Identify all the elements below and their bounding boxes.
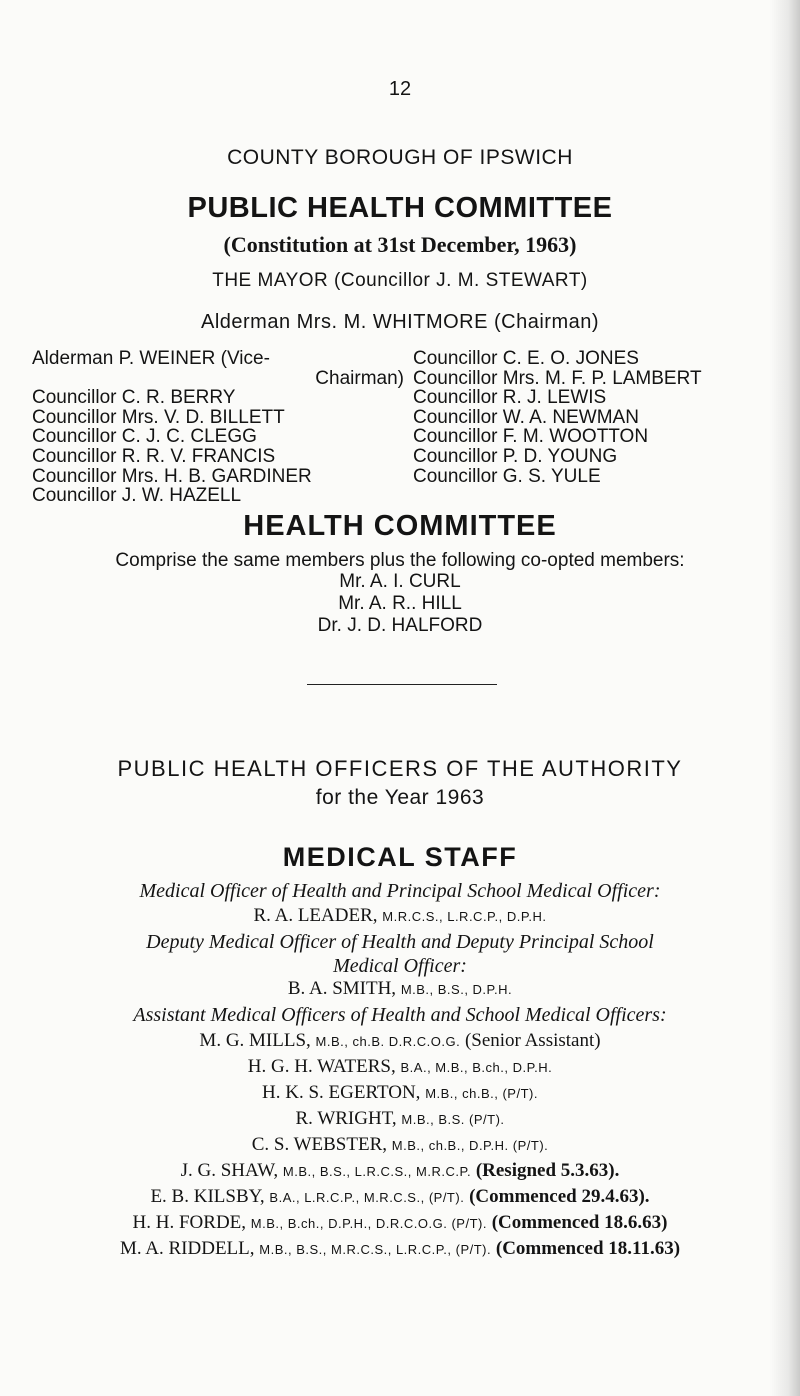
staff-name: E. B. KILSBY, — [150, 1186, 270, 1207]
staff-note: (Commenced 29.4.63). — [464, 1186, 650, 1207]
member: Councillor Mrs. M. F. P. LAMBERT — [413, 367, 702, 389]
staff-entry — [0, 1134, 800, 1156]
staff-entry — [0, 1160, 800, 1182]
staff-name: B. A. SMITH, — [287, 978, 401, 999]
member: Councillor F. M. WOOTTON — [413, 426, 649, 448]
staff-qualifications: M.B., B.S., M.R.C.S., L.R.C.P., (P/T). — [259, 1242, 492, 1257]
staff-qualifications: M.B., B.S., L.R.C.S., M.R.C.P. — [282, 1164, 472, 1179]
coopted-member: Mr. A. I. CURL — [339, 571, 461, 592]
staff-entry — [0, 1212, 800, 1234]
staff-name: M. G. MILLS, — [199, 1030, 316, 1051]
member: Councillor R. R. V. FRANCIS — [32, 445, 276, 467]
member: Councillor Mrs. V. D. BILLETT — [32, 406, 285, 428]
staff-name: J. G. SHAW, — [180, 1160, 283, 1181]
medical-staff-title: MEDICAL STAFF — [282, 842, 518, 872]
role-heading: Assistant Medical Officers of Health and School Medical Officers: — [133, 1004, 667, 1026]
member: Councillor R. J. LEWIS — [413, 387, 607, 409]
mayor-line: THE MAYOR (Councillor J. M. STEWART) — [212, 270, 588, 291]
comprise-line: Comprise the same members plus the following co-opted members: — [115, 550, 685, 571]
staff-note: (Senior Assistant) — [460, 1030, 601, 1051]
members-right-column — [413, 349, 793, 486]
member: Councillor P. D. YOUNG — [413, 445, 618, 467]
coopted-member: Dr. J. D. HALFORD — [317, 615, 483, 636]
member: Councillor C. R. BERRY — [32, 387, 236, 409]
staff-note: (Commenced 18.11.63) — [491, 1238, 681, 1259]
staff-qualifications: M.B., ch.B., D.P.H. (P/T). — [391, 1138, 549, 1153]
staff-qualifications: M.B., ch.B., (P/T). — [425, 1086, 538, 1101]
staff-entry — [0, 1108, 800, 1130]
member: Chairman) — [315, 367, 404, 389]
staff-name: H. G. H. WATERS, — [247, 1056, 401, 1077]
staff-entry — [0, 1056, 800, 1078]
member: Councillor G. S. YULE — [413, 465, 601, 487]
staff-name: R. WRIGHT, — [295, 1108, 402, 1129]
staff-entry — [0, 1030, 800, 1052]
coopted-member: Mr. A. R.. HILL — [338, 593, 462, 614]
member: Councillor J. W. HAZELL — [32, 485, 242, 507]
member: Councillor Mrs. H. B. GARDINER — [32, 465, 312, 487]
staff-entry — [0, 1186, 800, 1208]
staff-note: (Commenced 18.6.63) — [486, 1212, 668, 1233]
members-left-column — [32, 349, 402, 506]
staff-name: M. A. RIDDELL, — [119, 1238, 260, 1259]
staff-entry — [0, 1082, 800, 1104]
staff-name: C. S. WEBSTER, — [251, 1134, 392, 1155]
section-divider — [307, 684, 497, 685]
staff-entry — [0, 905, 800, 927]
member: Alderman P. WEINER (Vice- — [32, 348, 270, 369]
staff-name: R. A. LEADER, — [253, 905, 383, 926]
officers-heading: PUBLIC HEALTH OFFICERS OF THE AUTHORITY — [117, 756, 683, 781]
page-number: 12 — [388, 78, 412, 100]
staff-qualifications: M.B., B.ch., D.P.H., D.R.C.O.G. (P/T). — [250, 1216, 487, 1231]
staff-qualifications: B.A., L.R.C.P., M.R.C.S., (P/T). — [269, 1190, 465, 1205]
chairman-line: Alderman Mrs. M. WHITMORE (Chairman) — [200, 311, 600, 333]
staff-qualifications: M.B., ch.B. D.R.C.O.G. — [315, 1034, 461, 1049]
staff-qualifications: B.A., M.B., B.ch., D.P.H. — [400, 1060, 553, 1075]
staff-entry — [0, 1238, 800, 1260]
staff-note: (Resigned 5.3.63). — [471, 1160, 620, 1181]
role-heading: Medical Officer of Health and Principal School Medical Officer: — [139, 880, 661, 902]
staff-name: H. K. S. EGERTON, — [262, 1082, 426, 1103]
constitution-line: (Constitution at 31st December, 1963) — [223, 232, 577, 257]
staff-entry — [0, 978, 800, 1000]
staff-qualifications: M.B., B.S. (P/T). — [401, 1112, 505, 1127]
staff-qualifications: M.B., B.S., D.P.H. — [400, 982, 513, 997]
staff-name: H. H. FORDE, — [132, 1212, 251, 1233]
member: Councillor W. A. NEWMAN — [413, 406, 639, 428]
officers-year: for the Year 1963 — [315, 786, 485, 809]
role-heading: Deputy Medical Officer of Health and Deputy Principal School — [146, 931, 654, 953]
borough-title: COUNTY BOROUGH OF IPSWICH — [227, 146, 573, 169]
role-heading: Medical Officer: — [333, 955, 467, 977]
health-committee-title: HEALTH COMMITTEE — [243, 510, 557, 542]
member: Councillor C. J. C. CLEGG — [32, 426, 257, 448]
member: Councillor C. E. O. JONES — [413, 348, 639, 369]
staff-qualifications: M.R.C.S., L.R.C.P., D.P.H. — [382, 909, 547, 924]
committee-title: PUBLIC HEALTH COMMITTEE — [187, 192, 613, 224]
